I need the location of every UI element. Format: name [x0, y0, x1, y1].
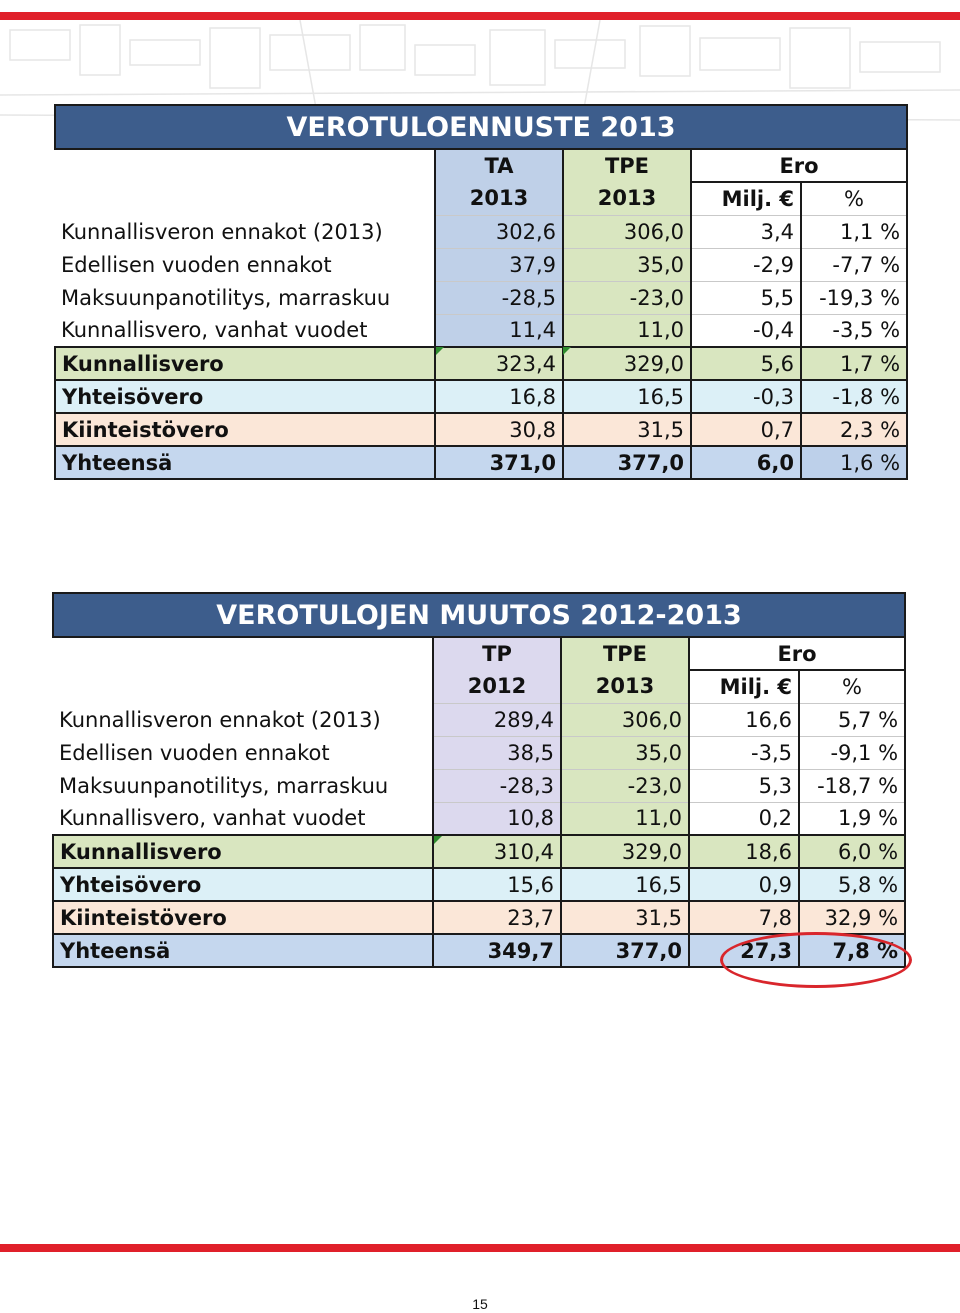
cell-ero-pct: -7,7 %: [801, 248, 907, 281]
top-accent-bar: [0, 12, 960, 20]
cell-tp: 310,4: [433, 835, 561, 868]
row-label: Yhteisövero: [53, 868, 433, 901]
cell-ero-pct: 1,9 %: [799, 802, 905, 835]
column-header-pct: %: [801, 182, 907, 215]
cell-tpe: 329,0: [561, 835, 689, 868]
cell-tp: 38,5: [433, 736, 561, 769]
cell-ta: -28,5: [435, 281, 563, 314]
comment-marker: [436, 347, 444, 355]
cell-tpe: 306,0: [563, 215, 691, 248]
bottom-accent-bar: [0, 1244, 960, 1252]
row-label: Kunnallisvero, vanhat vuodet: [55, 314, 435, 347]
highlight-circle: [720, 932, 912, 988]
table-row-kunnallisvero: [55, 347, 907, 380]
table-title: VEROTULOJEN MUUTOS 2012-2013: [53, 593, 905, 637]
cell-ero-pct: 32,9 %: [799, 901, 905, 934]
table-row: [53, 769, 905, 802]
column-header-tpe: TPE: [561, 637, 689, 670]
cell-tpe: -23,0: [563, 281, 691, 314]
cell-tpe: 16,5: [563, 380, 691, 413]
row-label: Kunnallisvero: [53, 835, 433, 868]
cell-tpe: 377,0: [563, 446, 691, 479]
column-header-ero: Ero: [691, 149, 907, 182]
cell-ero-pct: 1,6 %: [801, 446, 907, 479]
cell-ero-milj: 3,4: [691, 215, 801, 248]
row-label: Edellisen vuoden ennakot: [55, 248, 435, 281]
cell-ero-pct: 5,7 %: [799, 703, 905, 736]
cell-ero-milj: -0,4: [691, 314, 801, 347]
cell-ero-pct: -3,5 %: [801, 314, 907, 347]
row-label: Kiinteistövero: [53, 901, 433, 934]
cell-tpe: -23,0: [561, 769, 689, 802]
cell-ero-milj: 18,6: [689, 835, 799, 868]
cell-tpe: 35,0: [563, 248, 691, 281]
cell-ta: 302,6: [435, 215, 563, 248]
page-number: 15: [472, 1296, 488, 1312]
cell-ero-milj: 0,9: [689, 868, 799, 901]
cell-ero-milj: 0,7: [691, 413, 801, 446]
column-header-tp-year: 2012: [433, 670, 561, 703]
cell-ta: 37,9: [435, 248, 563, 281]
cell-tpe: 11,0: [561, 802, 689, 835]
table-row-kiinteistovero: [53, 901, 905, 934]
row-label: Maksuunpanotilitys, marraskuu: [53, 769, 433, 802]
cell-ero-milj: -3,5: [689, 736, 799, 769]
cell-tp: 349,7: [433, 934, 561, 967]
cell-ero-pct: 7,8 %: [799, 934, 905, 967]
cell-ero-pct: -9,1 %: [799, 736, 905, 769]
cell-ero-milj: 6,0: [691, 446, 801, 479]
table-row: [53, 703, 905, 736]
table-row: [55, 215, 907, 248]
cell-ero-milj: 5,3: [689, 769, 799, 802]
cell-tp: -28,3: [433, 769, 561, 802]
cell-tp: 15,6: [433, 868, 561, 901]
cell-ero-pct: -1,8 %: [801, 380, 907, 413]
cell-tpe: 35,0: [561, 736, 689, 769]
cell-ero-milj: 7,8: [689, 901, 799, 934]
cell-ero-pct: 1,7 %: [801, 347, 907, 380]
cell-tpe: 16,5: [561, 868, 689, 901]
cell-ero-pct: -19,3 %: [801, 281, 907, 314]
column-header-ta: TA: [435, 149, 563, 182]
column-header-tpe-year: 2013: [561, 670, 689, 703]
cell-tpe: 11,0: [563, 314, 691, 347]
row-label: Kunnallisveron ennakot (2013): [55, 215, 435, 248]
cell-tpe: 31,5: [563, 413, 691, 446]
cell-ta: 323,4: [435, 347, 563, 380]
column-header-tpe-year: 2013: [563, 182, 691, 215]
cell-ero-milj: 0,2: [689, 802, 799, 835]
row-label: Kiinteistövero: [55, 413, 435, 446]
cell-ero-pct: 2,3 %: [801, 413, 907, 446]
row-label: Kunnallisvero, vanhat vuodet: [53, 802, 433, 835]
column-header-pct: %: [799, 670, 905, 703]
cell-ta: 371,0: [435, 446, 563, 479]
cell-tpe: 306,0: [561, 703, 689, 736]
row-label: Edellisen vuoden ennakot: [53, 736, 433, 769]
cell-ero-pct: -18,7 %: [799, 769, 905, 802]
column-header-milj: Milj. €: [689, 670, 799, 703]
cell-ero-milj: 27,3: [689, 934, 799, 967]
cell-ta: 30,8: [435, 413, 563, 446]
cell-tpe: 377,0: [561, 934, 689, 967]
row-label: Yhteensä: [53, 934, 433, 967]
cell-ero-pct: 1,1 %: [801, 215, 907, 248]
column-header-milj: Milj. €: [691, 182, 801, 215]
row-label: Yhteensä: [55, 446, 435, 479]
row-label: Kunnallisvero: [55, 347, 435, 380]
cell-tp: 289,4: [433, 703, 561, 736]
cell-tpe: 31,5: [561, 901, 689, 934]
table-row-kunnallisvero: [53, 835, 905, 868]
table-row: [55, 314, 907, 347]
verotuloennuste-table: [54, 104, 908, 480]
table-row-yhteensa: [55, 446, 907, 479]
cell-ero-pct: 5,8 %: [799, 868, 905, 901]
cell-ero-milj: 16,6: [689, 703, 799, 736]
comment-marker: [563, 347, 571, 355]
row-label: Maksuunpanotilitys, marraskuu: [55, 281, 435, 314]
table-row: [53, 736, 905, 769]
table-row-kiinteistovero: [55, 413, 907, 446]
table-row-yhteisovero: [53, 868, 905, 901]
column-header-ero: Ero: [689, 637, 905, 670]
cell-ero-pct: 6,0 %: [799, 835, 905, 868]
cell-ero-milj: 5,6: [691, 347, 801, 380]
cell-ero-milj: -0,3: [691, 380, 801, 413]
table-title: VEROTULOENNUSTE 2013: [55, 105, 907, 149]
cell-ero-milj: 5,5: [691, 281, 801, 314]
cell-tpe: 329,0: [563, 347, 691, 380]
cell-ta: 16,8: [435, 380, 563, 413]
row-label: Kunnallisveron ennakot (2013): [53, 703, 433, 736]
table-row: [53, 802, 905, 835]
cell-tp: 10,8: [433, 802, 561, 835]
table-row: [55, 281, 907, 314]
table-row: [55, 248, 907, 281]
column-header-ta-year: 2013: [435, 182, 563, 215]
row-label: Yhteisövero: [55, 380, 435, 413]
column-header-tpe: TPE: [563, 149, 691, 182]
verotulojen-muutos-table: [52, 592, 906, 968]
cell-ero-milj: -2,9: [691, 248, 801, 281]
cell-ta: 11,4: [435, 314, 563, 347]
comment-marker: [434, 836, 442, 844]
table-row-yhteisovero: [55, 380, 907, 413]
cell-tp: 23,7: [433, 901, 561, 934]
column-header-tp: TP: [433, 637, 561, 670]
